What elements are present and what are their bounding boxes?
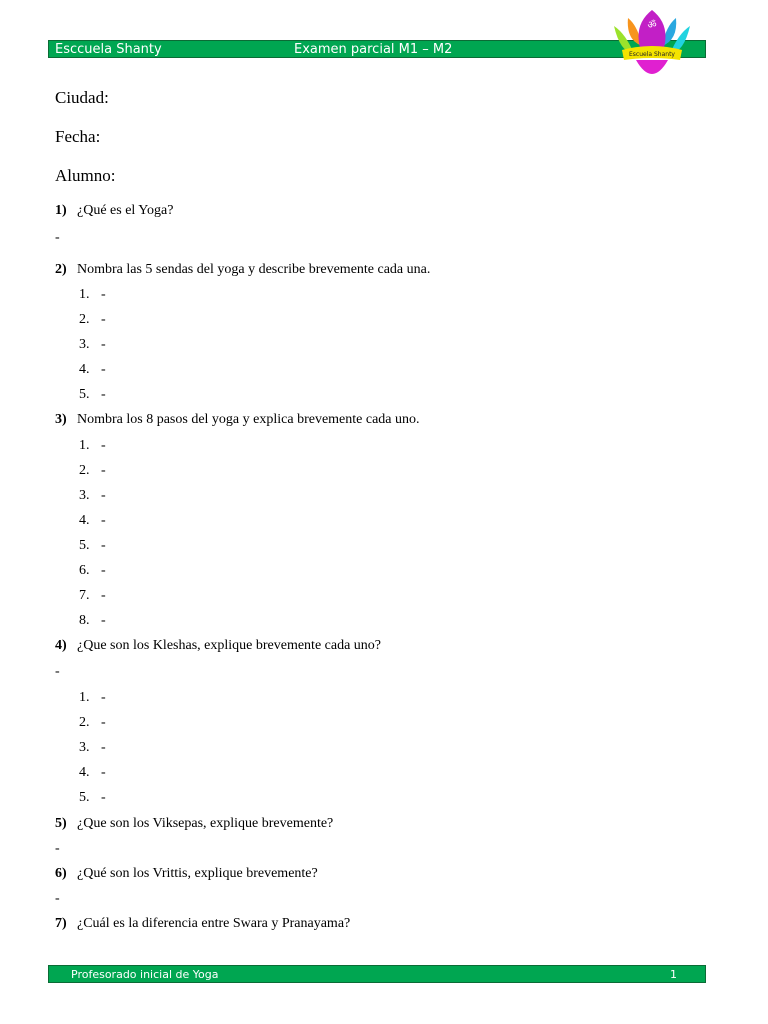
answer-dash: - bbox=[55, 891, 60, 906]
exam-title: Examen parcial M1 – M2 bbox=[294, 42, 453, 57]
question-7: 7) ¿Cuál es la diferencia entre Swara y Pranayama? bbox=[55, 916, 351, 931]
page-number: 1 bbox=[670, 968, 677, 981]
list-item: 4. - bbox=[79, 513, 106, 528]
list-item: 1. - bbox=[79, 287, 106, 302]
field-ciudad: Ciudad: bbox=[55, 88, 109, 107]
list-item: 5. - bbox=[79, 387, 106, 402]
answer-dash: - bbox=[55, 664, 60, 679]
list-item: 3. - bbox=[79, 740, 106, 755]
svg-text:ॐ: ॐ bbox=[647, 20, 657, 31]
footer-course: Profesorado inicial de Yoga bbox=[71, 968, 219, 981]
lotus-logo bbox=[612, 8, 692, 80]
list-item: 2. - bbox=[79, 312, 106, 327]
list-item: 3. - bbox=[79, 337, 106, 352]
list-item: 2. - bbox=[79, 463, 106, 478]
question-3: 3) Nombra los 8 pasos del yoga y explica brevemente cada uno. bbox=[55, 412, 420, 427]
question-5: 5) ¿Que son los Viksepas, explique brevemente? bbox=[55, 816, 334, 831]
footer-band bbox=[48, 965, 706, 983]
list-item: 4. - bbox=[79, 362, 106, 377]
list-item: 4. - bbox=[79, 765, 106, 780]
field-fecha: Fecha: bbox=[55, 127, 101, 146]
field-alumno: Alumno: bbox=[55, 166, 116, 185]
list-item: 8. - bbox=[79, 613, 106, 628]
school-name: Esccuela Shanty bbox=[55, 42, 162, 57]
answer-dash: - bbox=[55, 230, 60, 245]
list-item: 7. - bbox=[79, 588, 106, 603]
list-item: 3. - bbox=[79, 488, 106, 503]
svg-text:Escuela Shanty: Escuela Shanty bbox=[629, 51, 675, 58]
list-item: 2. - bbox=[79, 715, 106, 730]
question-1: 1) ¿Qué es el Yoga? bbox=[55, 203, 174, 218]
list-item: 6. - bbox=[79, 563, 106, 578]
list-item: 1. - bbox=[79, 690, 106, 705]
list-item: 5. - bbox=[79, 538, 106, 553]
question-4: 4) ¿Que son los Kleshas, explique brevemente cada uno? bbox=[55, 638, 382, 653]
list-item: 5. - bbox=[79, 790, 106, 805]
list-item: 1. - bbox=[79, 438, 106, 453]
header-band bbox=[48, 40, 706, 58]
question-6: 6) ¿Qué son los Vrittis, explique brevemente? bbox=[55, 866, 318, 881]
question-2: 2) Nombra las 5 sendas del yoga y describe brevemente cada una. bbox=[55, 262, 431, 277]
answer-dash: - bbox=[55, 841, 60, 856]
